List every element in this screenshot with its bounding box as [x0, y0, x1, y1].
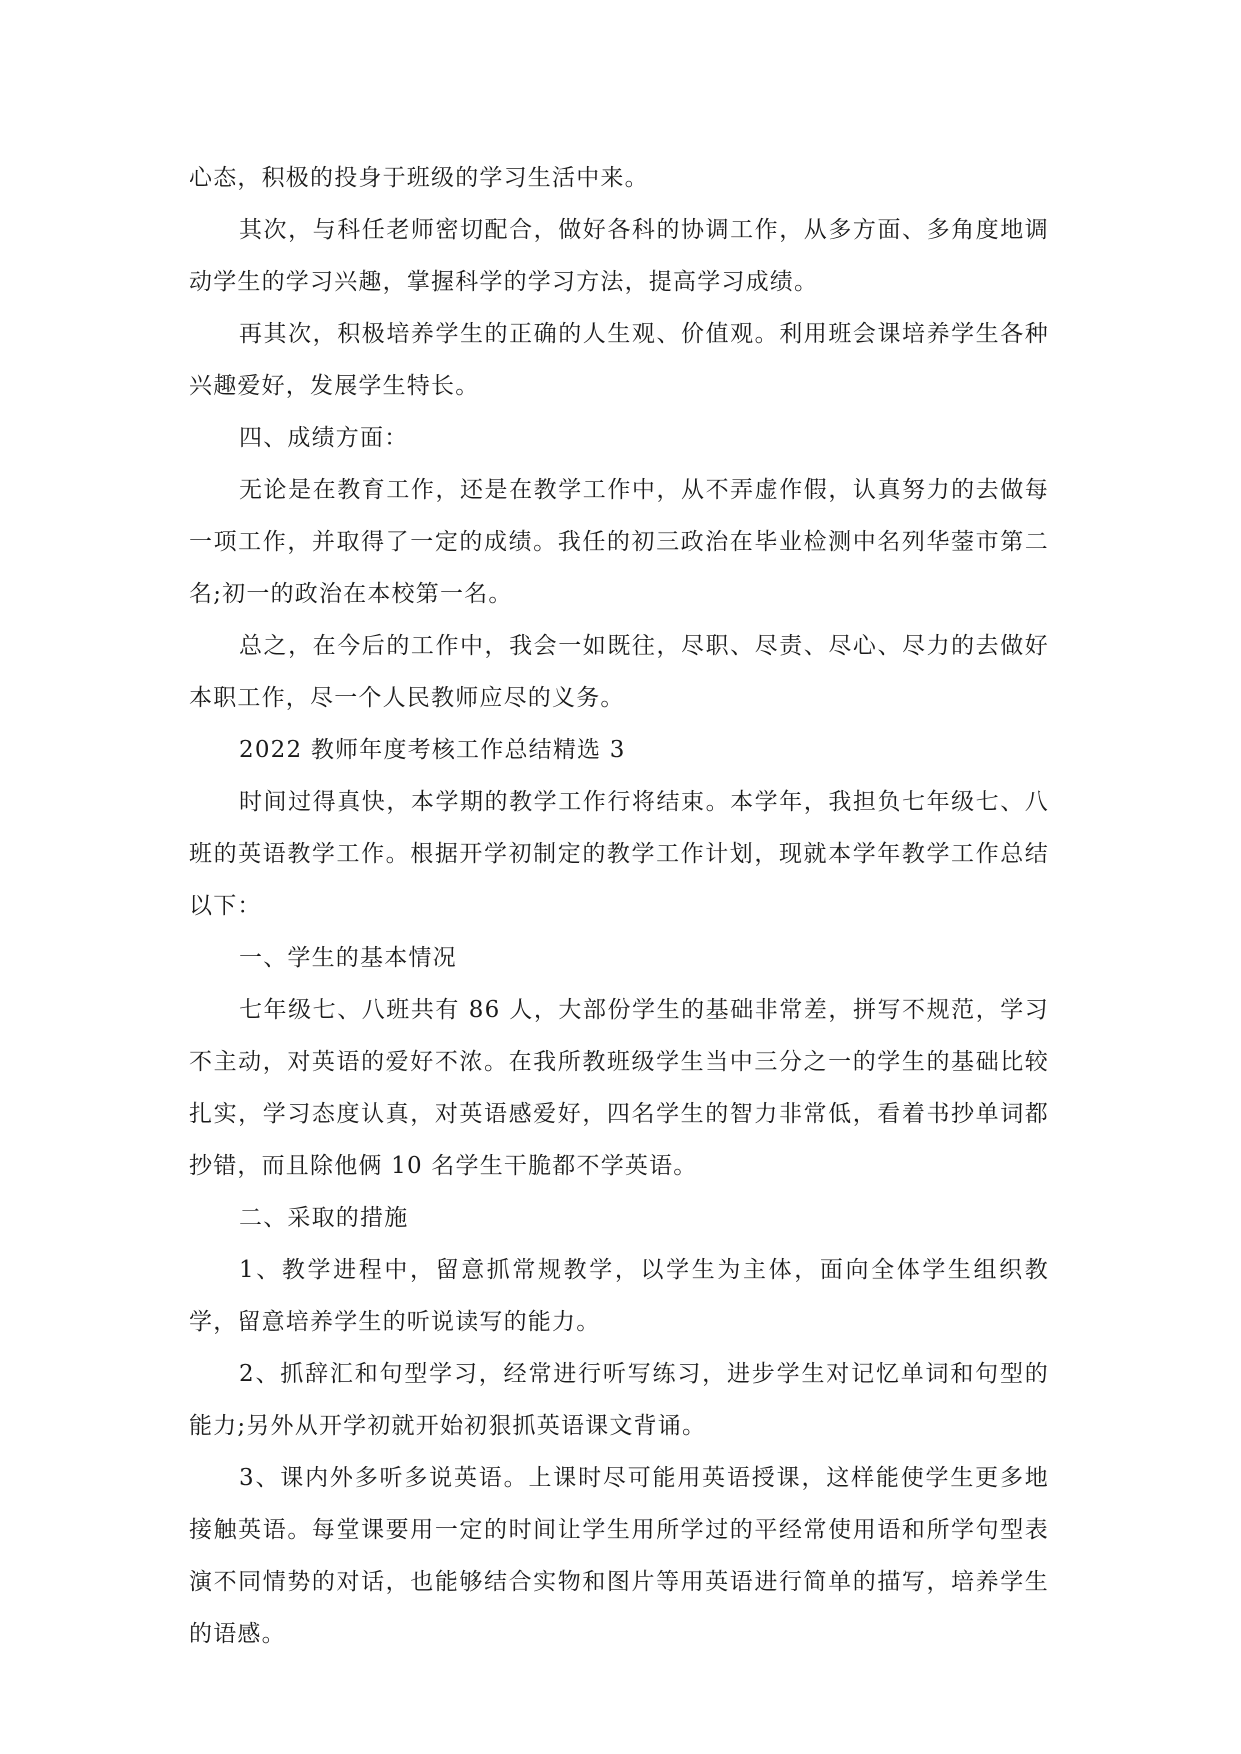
- paragraph-measure-2: 2、抓辞汇和句型学习，经常进行听写练习，进步学生对记忆单词和句型的能力;另外从开学初就开始初狠抓英语课文背诵。: [189, 1361, 1049, 1439]
- paragraph-intro: 时间过得真快，本学期的教学工作行将结束。本学年，我担负七年级七、八班的英语教学工作。根据开学初制定的教学工作计划，现就本学年教学工作总结以下：: [189, 789, 1049, 919]
- heading-student-situation: 一、学生的基本情况: [239, 945, 457, 971]
- paragraph-achievements: 无论是在教育工作，还是在教学工作中，从不弄虚作假，认真努力的去做每一项工作，并取得了一定的成绩。我任的初三政治在毕业检测中名列华蓥市第二名;初一的政治在本校第一名。: [189, 477, 1049, 607]
- paragraph-conclusion: 总之，在今后的工作中，我会一如既往，尽职、尽责、尽心、尽力的去做好本职工作，尽一个人民教师应尽的义务。: [189, 633, 1049, 711]
- paragraph-measure-1: 1、教学进程中，留意抓常规教学，以学生为主体，面向全体学生组织教学，留意培养学生的听说读写的能力。: [189, 1257, 1049, 1335]
- paragraph-cooperation: 其次，与科任老师密切配合，做好各科的协调工作，从多方面、多角度地调动学生的学习兴趣，掌握科学的学习方法，提高学习成绩。: [189, 217, 1049, 295]
- paragraph-values: 再其次，积极培养学生的正确的人生观、价值观。利用班会课培养学生各种兴趣爱好，发展学生特长。: [189, 321, 1049, 399]
- paragraph-continuation: 心态，积极的投身于班级的学习生活中来。: [189, 165, 649, 191]
- paragraph-measure-3: 3、课内外多听多说英语。上课时尽可能用英语授课，这样能使学生更多地接触英语。每堂课要用一定的时间让学生用所学过的平经常使用语和所学句型表演不同情势的对话，也能够结合实物和图片等用英语进行简单的描写，培养学生的语感。: [189, 1465, 1049, 1647]
- section-title: 2022 教师年度考核工作总结精选 3: [239, 737, 626, 763]
- paragraph-student-situation: 七年级七、八班共有 86 人，大部份学生的基础非常差，拼写不规范，学习不主动，对英语的爱好不浓。在我所教班级学生当中三分之一的学生的基础比较扎实，学习态度认真，对英语感爱好，四名学生的智力非常低，看着书抄单词都抄错，而且除他俩 10 名学生干脆都不学英语。: [189, 997, 1049, 1179]
- document-body: [189, 152, 1049, 1660]
- heading-measures: 二、采取的措施: [239, 1205, 409, 1231]
- heading-achievements: 四、成绩方面：: [239, 425, 409, 451]
